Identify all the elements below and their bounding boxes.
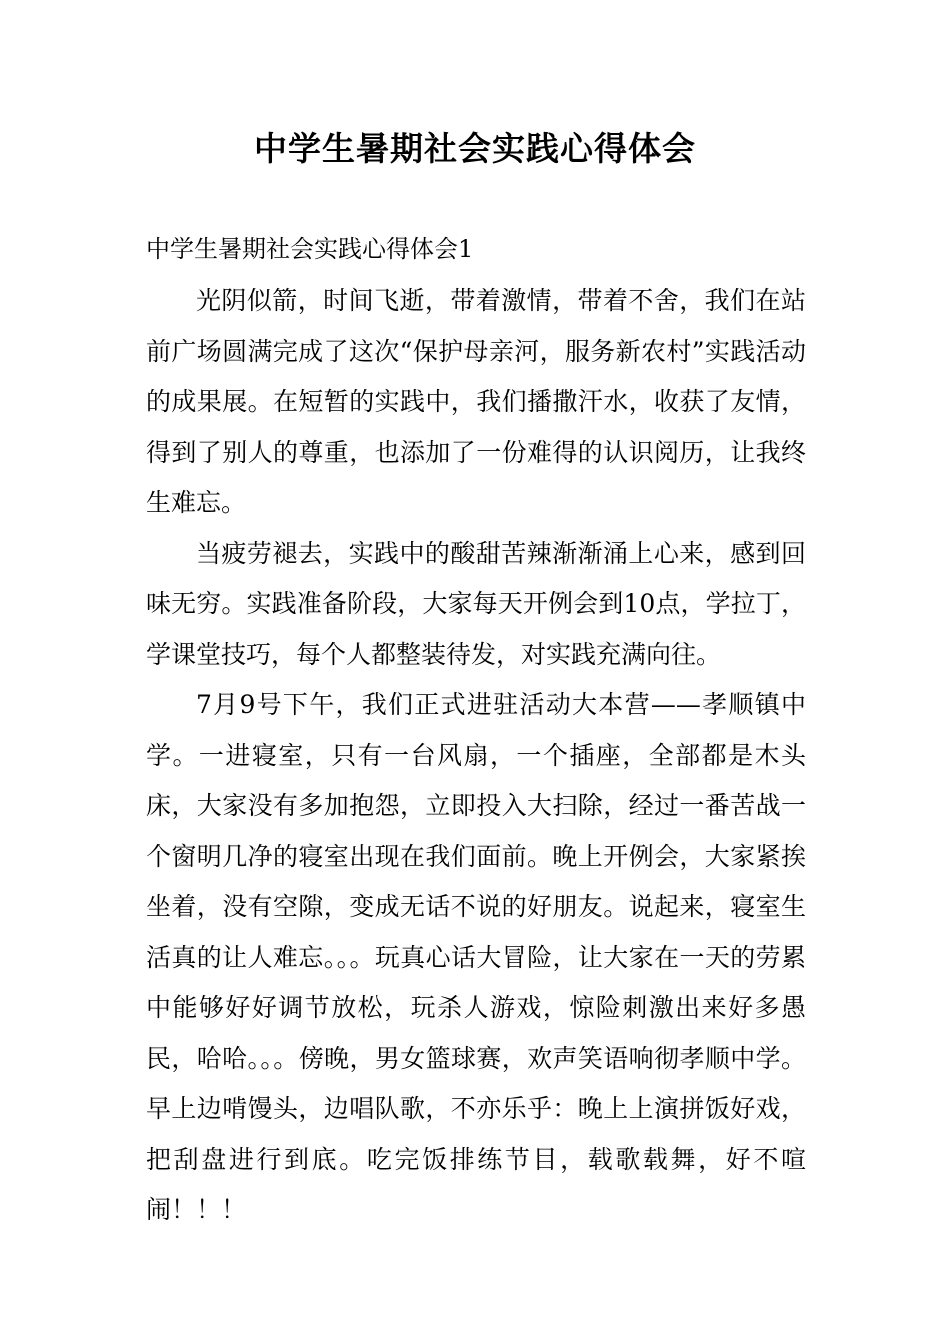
document-title: 中学生暑期社会实践心得体会 — [254, 129, 696, 168]
section-heading: 中学生暑期社会实践心得体会1 — [146, 235, 474, 263]
paragraph-2: 当疲劳褪去，实践中的酸甜苦辣渐渐涌上心来，感到回味无穷。实践准备阶段，大家每天开例会到10点，学拉丁，学课堂技巧，每个人都整装待发，对实践充满向往。 — [146, 538, 806, 669]
paragraph-3: 7月9号下午，我们正式进驻活动大本营——孝顺镇中学。一进寝室，只有一台风扇，一个插座，全部都是木头床，大家没有多加抱怨，立即投入大扫除，经过一番苦战一个窗明几净的寝室出现在我们面前。晚上开例会，大家紧挨坐着，没有空隙，变成无话不说的好朋友。说起来，寝室生活真的让人难忘。。。玩真心话大冒险，让大家在一天的劳累中能够好好调节放松，玩杀人游戏，惊险刺激出来好多愚民，哈哈。。。傍晚，男女篮球赛，欢声笑语响彻孝顺中学。早上边啃馒头，边唱队歌，不亦乐乎：晚上上演拼饭好戏，把刮盘进行到底。吃完饭排练节目，载歌载舞，好不喧闹！！！ — [146, 690, 806, 1224]
paragraph-1: 光阴似箭，时间飞逝，带着激情，带着不舍，我们在站前广场圆满完成了这次“保护母亲河，服务新农村”实践活动的成果展。在短暂的实践中，我们播撒汗水，收获了友情，得到了别人的尊重，也添加了一份难得的认识阅历，让我终生难忘。 — [146, 286, 806, 517]
document-body — [146, 276, 806, 1236]
